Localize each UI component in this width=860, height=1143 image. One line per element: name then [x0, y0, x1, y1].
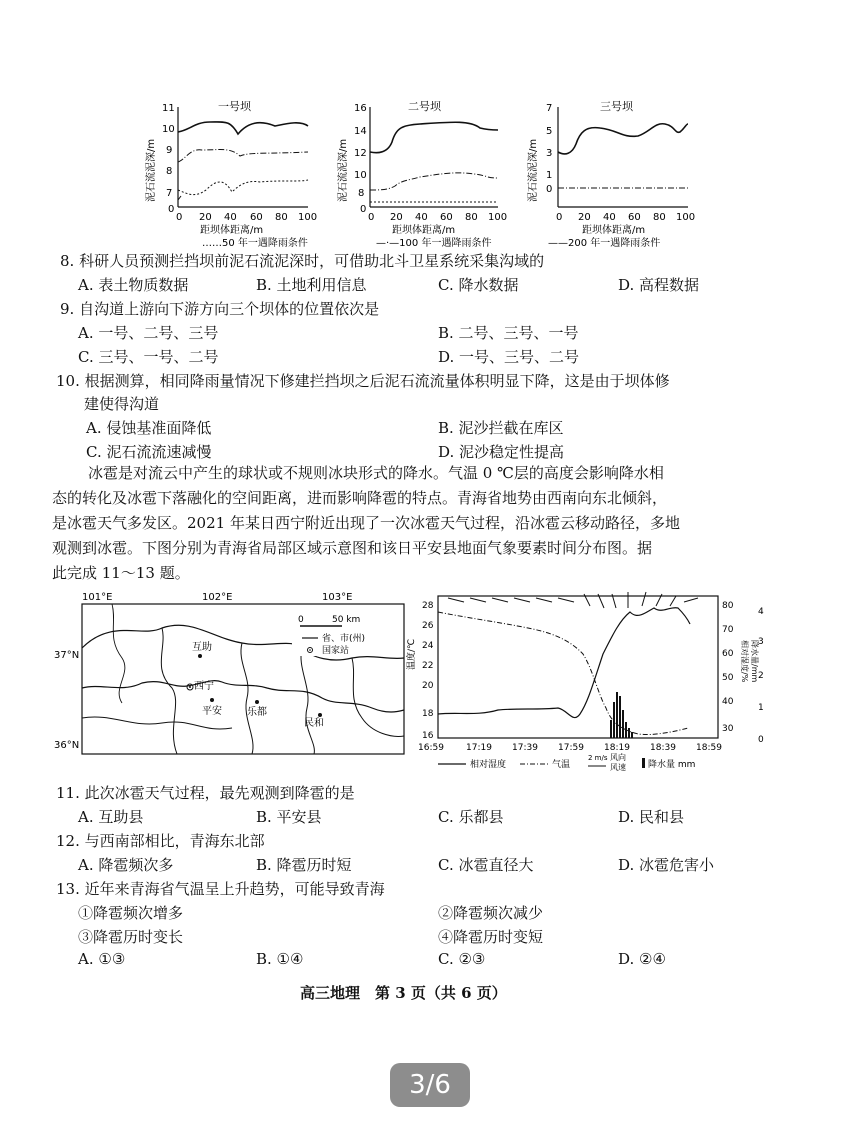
- svg-text:17:19: 17:19: [466, 743, 492, 753]
- svg-text:40: 40: [722, 697, 734, 707]
- q13-option-d[interactable]: D. ②④: [618, 950, 666, 968]
- humidity-axis-title: 相对湿度/%: [740, 640, 749, 683]
- dam3-200yr-line: [558, 124, 688, 154]
- q11-option-c[interactable]: C. 乐都县: [438, 808, 504, 826]
- q13-item-1: ①降雹频次增多: [78, 904, 184, 922]
- question-9-stem: 9. 自沟道上游向下游方向三个坝体的位置依次是: [60, 300, 380, 318]
- dam1-50yr-line: [178, 180, 308, 195]
- svg-text:50: 50: [722, 673, 734, 683]
- q13-item-4: ④降雹历时变短: [438, 928, 544, 946]
- qinghai-map: [52, 588, 407, 758]
- svg-text:18:19: 18:19: [604, 743, 630, 753]
- svg-text:8: 8: [166, 166, 173, 177]
- q8-option-c[interactable]: C. 降水数据: [438, 276, 519, 294]
- svg-text:泥石流泥深/m: 泥石流泥深/m: [338, 138, 349, 202]
- place-xining: 西宁: [194, 681, 214, 692]
- svg-text:18:59: 18:59: [696, 743, 722, 753]
- right-ticks-humidity: [722, 601, 734, 734]
- q12-option-d[interactable]: D. 冰雹危害小: [618, 856, 715, 874]
- q8-option-a[interactable]: A. 表土物质数据: [78, 276, 189, 294]
- svg-text:泥石流泥深/m: 泥石流泥深/m: [528, 138, 539, 202]
- svg-text:气温: 气温: [552, 760, 571, 770]
- q11-option-a[interactable]: A. 互助县: [78, 808, 144, 826]
- svg-text:60: 60: [250, 212, 263, 223]
- svg-text:40: 40: [224, 212, 237, 223]
- svg-text:30: 30: [722, 724, 734, 734]
- question-11-stem: 11. 此次冰雹天气过程，最先观测到降雹的是: [56, 784, 355, 802]
- map-legend: [292, 612, 400, 656]
- passage-line-1: 冰雹是对流云中产生的球状或不规则冰块形式的降水。气温 0 ℃层的高度会影响降水相: [88, 464, 664, 482]
- dam-chart-1-title: 一号坝: [218, 100, 251, 113]
- dam-chart-2: [336, 99, 507, 236]
- svg-text:20: 20: [199, 212, 212, 223]
- q10-option-b[interactable]: B. 泥沙拦截在库区: [438, 419, 564, 437]
- question-13-stem: 13. 近年来青海省气温呈上升趋势，可能导致青海: [56, 880, 385, 898]
- svg-text:1: 1: [546, 170, 553, 181]
- svg-text:——200 年一遇降雨条件: ——200 年一遇降雨条件: [548, 238, 661, 249]
- lon-label-101: 101°E: [82, 592, 113, 603]
- svg-text:80: 80: [465, 212, 478, 223]
- svg-text:5: 5: [546, 126, 553, 137]
- lat-label-36: 36°N: [54, 740, 80, 751]
- q13-item-3: ③降雹历时变长: [78, 928, 184, 946]
- svg-text:16:59: 16:59: [418, 743, 444, 753]
- q12-option-c[interactable]: C. 冰雹直径大: [438, 856, 534, 874]
- temp-axis-title: 温度/℃: [407, 638, 417, 670]
- svg-text:3: 3: [758, 637, 764, 647]
- svg-text:—·—100 年一遇降雨条件: —·—100 年一遇降雨条件: [376, 238, 492, 249]
- svg-text:26: 26: [422, 621, 434, 631]
- svg-text:10: 10: [354, 170, 367, 181]
- svg-text:3: 3: [546, 148, 553, 159]
- passage-line-4: 观测到冰雹。下图分别为青海省局部区域示意图和该日平安县地面气象要素时间分布图。据: [52, 539, 653, 557]
- svg-text:省、市(州): 省、市(州): [322, 634, 366, 644]
- q13-option-b[interactable]: B. ①④: [256, 950, 304, 968]
- svg-text:相对湿度: 相对湿度: [470, 760, 507, 770]
- svg-text:22: 22: [422, 661, 434, 671]
- dam-charts-legend: [202, 236, 660, 249]
- temperature-line: [438, 612, 688, 735]
- svg-text:80: 80: [653, 212, 666, 223]
- wind-arrows: [448, 592, 698, 608]
- svg-text:0: 0: [360, 204, 367, 215]
- svg-text:24: 24: [422, 641, 434, 651]
- question-10-stem-line1: 10. 根据测算，相同降雨量情况下修建拦挡坝之后泥石流流量体积明显下降，这是由于坝体修: [56, 372, 670, 390]
- svg-text:0: 0: [168, 204, 175, 215]
- lon-label-103: 103°E: [322, 592, 353, 603]
- dam2-200yr-line: [370, 122, 498, 152]
- q13-option-c[interactable]: C. ②③: [438, 950, 486, 968]
- passage-line-2: 态的转化及冰雹下落融化的空间距离，进而影响降雹的特点。青海省地势由西南向东北倾斜，: [52, 489, 668, 507]
- q10-option-a[interactable]: A. 侵蚀基准面降低: [86, 419, 212, 437]
- humidity-line: [438, 608, 690, 718]
- svg-text:0: 0: [758, 735, 764, 745]
- q13-option-a[interactable]: A. ①③: [78, 950, 126, 968]
- dam-chart-2-title: 二号坝: [408, 100, 441, 113]
- question-8-stem: 8. 科研人员预测拦挡坝前泥石流泥深时，可借助北斗卫星系统采集沟域的: [60, 252, 545, 270]
- dam-chart-3-title: 三号坝: [600, 100, 633, 113]
- svg-text:20: 20: [422, 681, 434, 691]
- svg-text:8: 8: [358, 188, 365, 199]
- q9-option-a[interactable]: A. 一号、二号、三号: [78, 324, 219, 342]
- svg-text:……50 年一遇降雨条件: ……50 年一遇降雨条件: [202, 238, 308, 249]
- svg-text:50 km: 50 km: [332, 615, 361, 625]
- q13-item-2: ②降雹频次减少: [438, 904, 544, 922]
- dam1-200yr-line: [178, 122, 308, 134]
- svg-text:9: 9: [166, 145, 173, 156]
- question-10-stem-line2: 建使得沟道: [84, 395, 160, 413]
- passage-line-5: 此完成 11～13 题。: [52, 564, 190, 582]
- svg-text:100: 100: [298, 212, 318, 223]
- svg-text:2: 2: [758, 671, 764, 681]
- svg-text:70: 70: [722, 625, 734, 635]
- place-pingan: 平安: [202, 706, 222, 717]
- svg-text:60: 60: [628, 212, 641, 223]
- place-minhe: 民和: [304, 718, 324, 729]
- svg-text:17:39: 17:39: [512, 743, 538, 753]
- svg-text:泥石流泥深/m: 泥石流泥深/m: [146, 138, 157, 202]
- q9-option-c[interactable]: C. 三号、一号、二号: [78, 348, 219, 366]
- svg-text:2 m/s: 2 m/s: [588, 754, 608, 762]
- place-ledu: 乐都: [247, 707, 267, 718]
- q9-option-b[interactable]: B. 二号、三号、一号: [438, 324, 579, 342]
- q9-option-d[interactable]: D. 一号、三号、二号: [438, 348, 580, 366]
- q8-option-b[interactable]: B. 土地利用信息: [256, 276, 367, 294]
- svg-text:18:39: 18:39: [650, 743, 676, 753]
- svg-text:100: 100: [488, 212, 508, 223]
- dam1-100yr-line: [178, 150, 308, 162]
- svg-text:12: 12: [354, 148, 367, 159]
- svg-text:距坝体距离/m: 距坝体距离/m: [582, 225, 646, 236]
- svg-text:距坝体距离/m: 距坝体距离/m: [392, 225, 456, 236]
- lon-label-102: 102°E: [202, 592, 233, 603]
- q8-option-d[interactable]: D. 高程数据: [618, 276, 700, 294]
- q12-option-a[interactable]: A. 降雹频次多: [78, 856, 174, 874]
- q10-option-d[interactable]: D. 泥沙稳定性提高: [438, 443, 565, 461]
- svg-text:100: 100: [676, 212, 696, 223]
- lat-label-37: 37°N: [54, 650, 80, 661]
- svg-text:降水量 mm: 降水量 mm: [648, 760, 696, 770]
- svg-text:1: 1: [758, 703, 764, 713]
- svg-text:16: 16: [354, 103, 367, 114]
- svg-text:0: 0: [546, 184, 553, 195]
- svg-text:14: 14: [354, 126, 367, 137]
- svg-text:风速: 风速: [610, 763, 626, 772]
- svg-text:国家站: 国家站: [322, 646, 350, 656]
- svg-text:11: 11: [162, 103, 175, 114]
- x-ticks: [418, 743, 722, 753]
- left-ticks: [422, 601, 434, 741]
- svg-text:10: 10: [162, 124, 175, 135]
- precip-bars: [610, 692, 633, 738]
- svg-text:7: 7: [166, 188, 173, 199]
- svg-text:0: 0: [176, 212, 183, 223]
- svg-text:0: 0: [368, 212, 375, 223]
- q10-option-c[interactable]: C. 泥石流流速减慢: [86, 443, 212, 461]
- weather-chart-legend: [438, 752, 695, 772]
- svg-text:60: 60: [722, 649, 734, 659]
- svg-text:4: 4: [758, 607, 764, 617]
- svg-text:40: 40: [415, 212, 428, 223]
- svg-text:风向: 风向: [610, 753, 626, 762]
- q11-option-d[interactable]: D. 民和县: [618, 808, 685, 826]
- svg-text:0: 0: [298, 615, 304, 625]
- svg-text:17:59: 17:59: [558, 743, 584, 753]
- svg-text:20: 20: [390, 212, 403, 223]
- svg-text:80: 80: [722, 601, 734, 611]
- svg-text:距坝体距离/m: 距坝体距离/m: [200, 225, 264, 236]
- q11-option-b[interactable]: B. 平安县: [256, 808, 322, 826]
- precip-axis-title: 降水量/mm: [750, 640, 759, 683]
- svg-text:20: 20: [578, 212, 591, 223]
- svg-text:40: 40: [603, 212, 616, 223]
- page-footer: 高三地理 第 3 页（共 6 页）: [300, 984, 507, 1002]
- svg-text:28: 28: [422, 601, 434, 611]
- svg-text:0: 0: [556, 212, 563, 223]
- svg-text:80: 80: [275, 212, 288, 223]
- weather-chart: [408, 584, 763, 774]
- dam-chart-3: [526, 99, 695, 236]
- place-huzhu: 互助: [192, 642, 212, 653]
- svg-text:16: 16: [422, 731, 434, 741]
- dam-chart-1: [144, 99, 317, 236]
- page-indicator-badge: 3/6: [390, 1063, 470, 1107]
- passage-line-3: 是冰雹天气多发区。2021 年某日西宁附近出现了一次冰雹天气过程，沿冰雹云移动路径，多地: [52, 514, 680, 532]
- question-12-stem: 12. 与西南部相比，青海东北部: [56, 832, 265, 850]
- dam-charts-figure: [140, 92, 720, 252]
- q12-option-b[interactable]: B. 降雹历时短: [256, 856, 352, 874]
- dam2-100yr-line: [370, 173, 498, 190]
- svg-text:7: 7: [546, 103, 553, 114]
- svg-text:60: 60: [440, 212, 453, 223]
- svg-text:18: 18: [422, 709, 434, 719]
